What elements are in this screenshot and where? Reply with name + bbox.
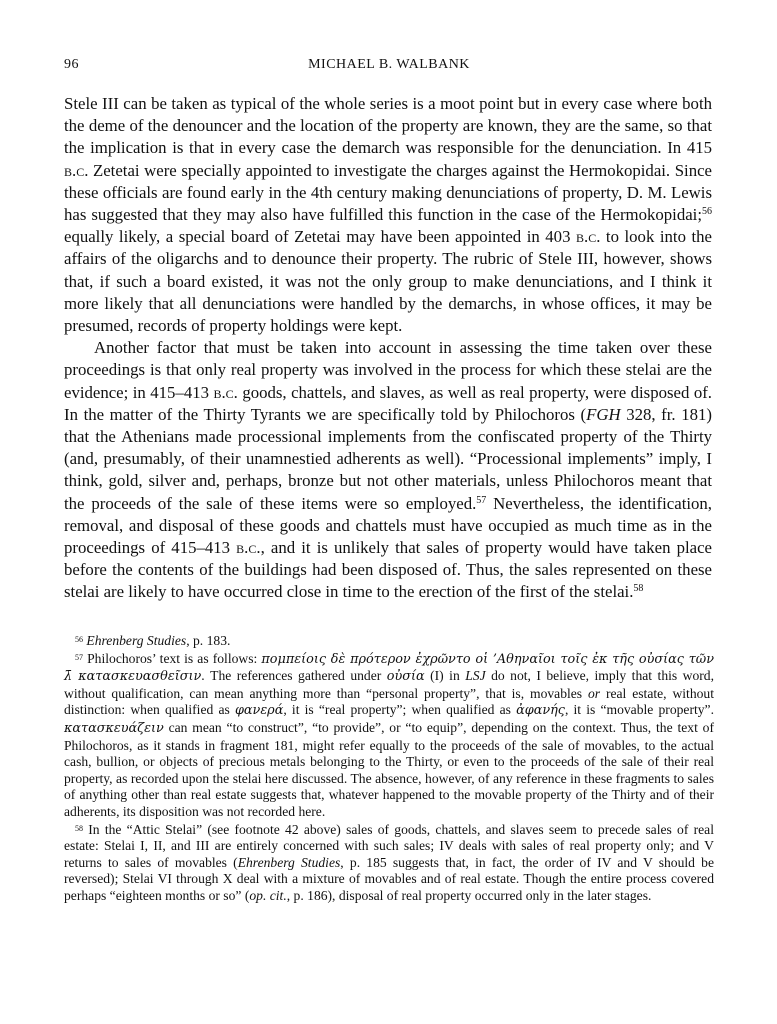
- fgh-citation: FGH: [586, 404, 621, 424]
- page-number: 96: [64, 57, 79, 72]
- paragraph-2: Another factor that must be taken into account in assessing the time taken over these proceedings is that only real property was involved in the process for which these stelai are the evidence; in 415–413 b.c. goods, chattels, and slaves, as well as real property, were disposed of. In the matter of the Thirty Tyrants we are specifically told by Philochoros (FGH 328, fr. 181) that the Athenians made processional implements from the confiscated property of the Thirty (and, presumably, of their unamnestied adherents as well). “Processional implements” imply, I think, gold, silver and, perhaps, bronze but not other materials, unless Philochoros meant that the proceeds of the sale of these items were so employed.$^{57}$ Nevertheless, the identification, removal, and disposal of these goods and chattels must have occupied as much time as in the proceedings of 415–413 b.c., and it is unlikely that sales of property would have taken place before the contents of the buildings had been disposed of. Thus, the sales represented on these stelai are likely to have occurred close in time to the erection of the first of the stelai.$^{58}$: [64, 338, 712, 602]
- footnote-ref-57[interactable]: 57: [476, 494, 487, 506]
- running-head: MICHAEL B. WALBANK: [308, 57, 470, 72]
- footnote-mark: 58: [75, 823, 83, 833]
- footnote-ref-58[interactable]: 58: [633, 583, 644, 595]
- bc-abbrev: b.c.: [213, 382, 238, 402]
- footnote-ref-56[interactable]: 56: [702, 206, 712, 218]
- page-header: [64, 57, 714, 77]
- footnote-58: $^{58}$ In the “Attic Stelai” (see footnote 42 above) sales of goods, chattels, and slaves seem to precede sales of real estate: Stelai I, II, and III are entirely concerned with such sales; IV deals with sales of real property only; and V returns to sales of movables (Ehrenberg Studies, p. 185 suggests that, in fact, the order of IV and V should be reversed); Stelai VI through X deal with a mixture of movables and of real estate. Though the entire process covered perhaps “eighteen months or so” (op. cit., p. 186), disposal of real property occurred only in the later stages.: [64, 821, 715, 903]
- greek-quote: πομπείοις δὲ πρότερον ἐχρῶντο οἱ ’Αθηναῖοι τοῖς ἐκ τῆς οὐσίας τῶν λ̄ κατασκευασθεῖσιν: [64, 651, 714, 685]
- footnote-mark: 57: [75, 652, 83, 662]
- footnotes: [64, 632, 714, 905]
- main-text: [64, 93, 712, 604]
- footnote-mark: 56: [75, 635, 83, 644]
- footnote-56: $^{56}$ Ehrenberg Studies, p. 183.: [75, 633, 231, 648]
- paragraph-1: Stele III can be taken as typical of the whole series is a moot point but in every case where both the deme of the denouncer and the location of the property are known, they are the same, so that the implication is that in every case the demarch was responsible for the denunciation. In 415 b.c. Zetetai were specially appointed to investigate the charges against the Hermokopidai. Since these officials are found early in the 4th century making denunciations of property, D. M. Lewis has suggested that they may also have fulfilled this function in the case of the Hermokopidai;$^{56}$ equally likely, a special board of Zetetai may have been appointed in 403 b.c. to look into the affairs of the oligarchs and to denounce their property. The rubric of Stele III, however, shows that, if such a board existed, it was not the only group to make denunciations, and I think it more likely that all denunciations were handled by the demarchs, in whose offices, it may be presumed, records of property holdings were kept.: [64, 94, 712, 336]
- bc-abbrev: b.c.: [64, 160, 89, 180]
- bc-abbrev: b.c.: [236, 538, 261, 558]
- footnote-57: $^{57}$ Philochoros’ text is as follows: πομπείοις δὲ πρότερον ἐχρῶντο οἱ ’Αθηναῖοι τοῖς ἐκ τῆς οὐσίας τῶν λ̄ κατασκευασθεῖσιν. The references gathered under οὐσία (I) in LSJ do not, I believe, imply that this word, without qualification, can mean anything more than “personal property”, that is, movables or real estate, without distinction: when qualified as φανερά, it is “real property”; when qualified as ἀφανής, it is “movable property”. κατασκευάζειν can mean “to construct”, “to provide”, or “to equip”, depending on the context. Thus, the text of Philochoros, as it stands in fragment 181, might refer equally to the proceeds of the sale of movables, to the actual cash, bullion, or objects of precious metals belonging to the Thirty, or even to the proceeds of the sale of their real property, as recorded upon the stelai here discussed. The absence, however, of any reference in these fragments to sales of anything other than real estate suggests that, whatever happened to the movable property of the Thirty and of their adherents, its disposition was not recorded here.: [64, 650, 714, 819]
- bc-abbrev: b.c.: [576, 227, 601, 247]
